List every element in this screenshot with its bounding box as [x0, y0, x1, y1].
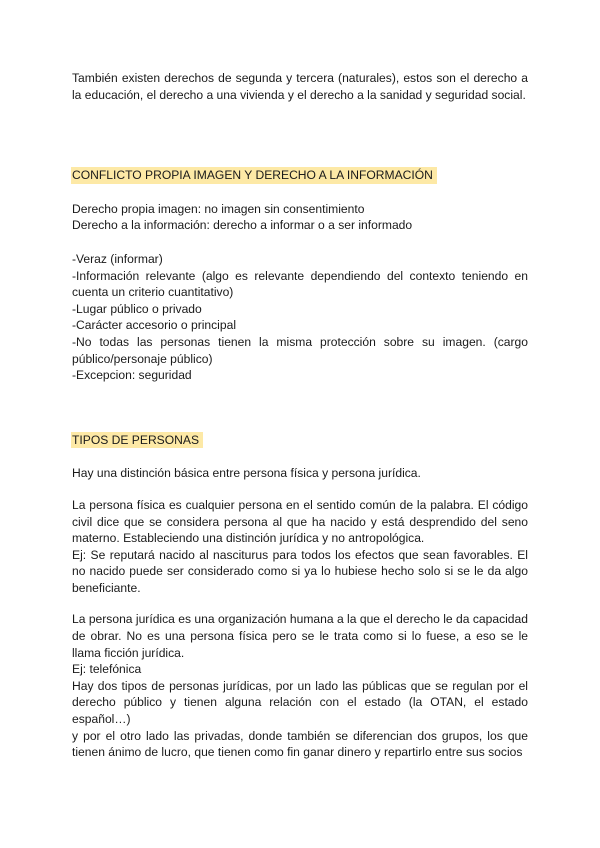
criteria-item: -Excepcion: seguridad	[72, 368, 192, 383]
criteria-item: -Lugar público o privado	[72, 301, 202, 316]
section-1-heading: CONFLICTO PROPIA IMAGEN Y DERECHO A LA INFORMACIÓN	[71, 167, 437, 184]
paragraph-public-legal-persons: Hay dos tipos de personas jurídicas, por un lado las públicas que se regulan por el derecho público y tienen alguna relación con el estado (la OTAN, el estado español…)	[72, 678, 528, 727]
document-page	[72, 70, 528, 761]
paragraph-natural-person: La persona física es cualquier persona en el sentido común de la palabra. El código civil dice que se considera persona al que ha nacido y está desprendido del seno materno. Estableciendo una distinción jurídica y no antropológica.	[72, 497, 528, 546]
definition-line: Derecho a la información: derecho a informar o a ser informado	[72, 218, 413, 233]
section-heading-person-types	[72, 432, 528, 449]
paragraph-basic-distinction: Hay una distinción básica entre persona física y persona jurídica.	[72, 466, 421, 481]
criteria-item: -No todas las personas tienen la misma protección sobre su imagen. (cargo público/personaje público)	[72, 334, 528, 366]
intro-paragraph: También existen derechos de segunda y tercera (naturales), estos son el derecho a la educación, el derecho a una vivienda y el derecho a la sanidad y seguridad social.	[72, 71, 528, 102]
section-heading-image-vs-information	[72, 167, 528, 184]
paragraph-private-legal-persons: y por el otro lado las privadas, donde también se diferencian dos grupos, los que tienen ánimo de lucro, que tienen como fin ganar dinero y repartirlo entre sus socios	[72, 728, 528, 760]
paragraph-legal-person-example: Ej: telefónica	[72, 662, 142, 677]
section-2-heading: TIPOS DE PERSONAS	[71, 432, 203, 449]
criteria-item: -Carácter accesorio o principal	[72, 318, 237, 333]
criteria-list	[72, 251, 528, 384]
paragraph-legal-person: La persona jurídica es una organización humana a la que el derecho le da capacidad de obrar. No es una persona física pero se le trata como si lo fuese, a eso se le llama ficción jurídica.	[72, 612, 528, 660]
criteria-item: -Información relevante (algo es relevante dependiendo del contexto teniendo en cuenta un criterio cuantitativo)	[72, 268, 528, 300]
definitions-list	[72, 201, 528, 234]
paragraph-natural-person-example: Ej: Se reputará nacido al nasciturus para todos los efectos que sean favorables. El no nacido puede ser considerado como si ya lo hubiese hecho solo si se le da algo beneficiante.	[72, 547, 528, 595]
definition-line: Derecho propia imagen: no imagen sin consentimiento	[72, 201, 365, 216]
criteria-item: -Veraz (informar)	[72, 251, 163, 266]
